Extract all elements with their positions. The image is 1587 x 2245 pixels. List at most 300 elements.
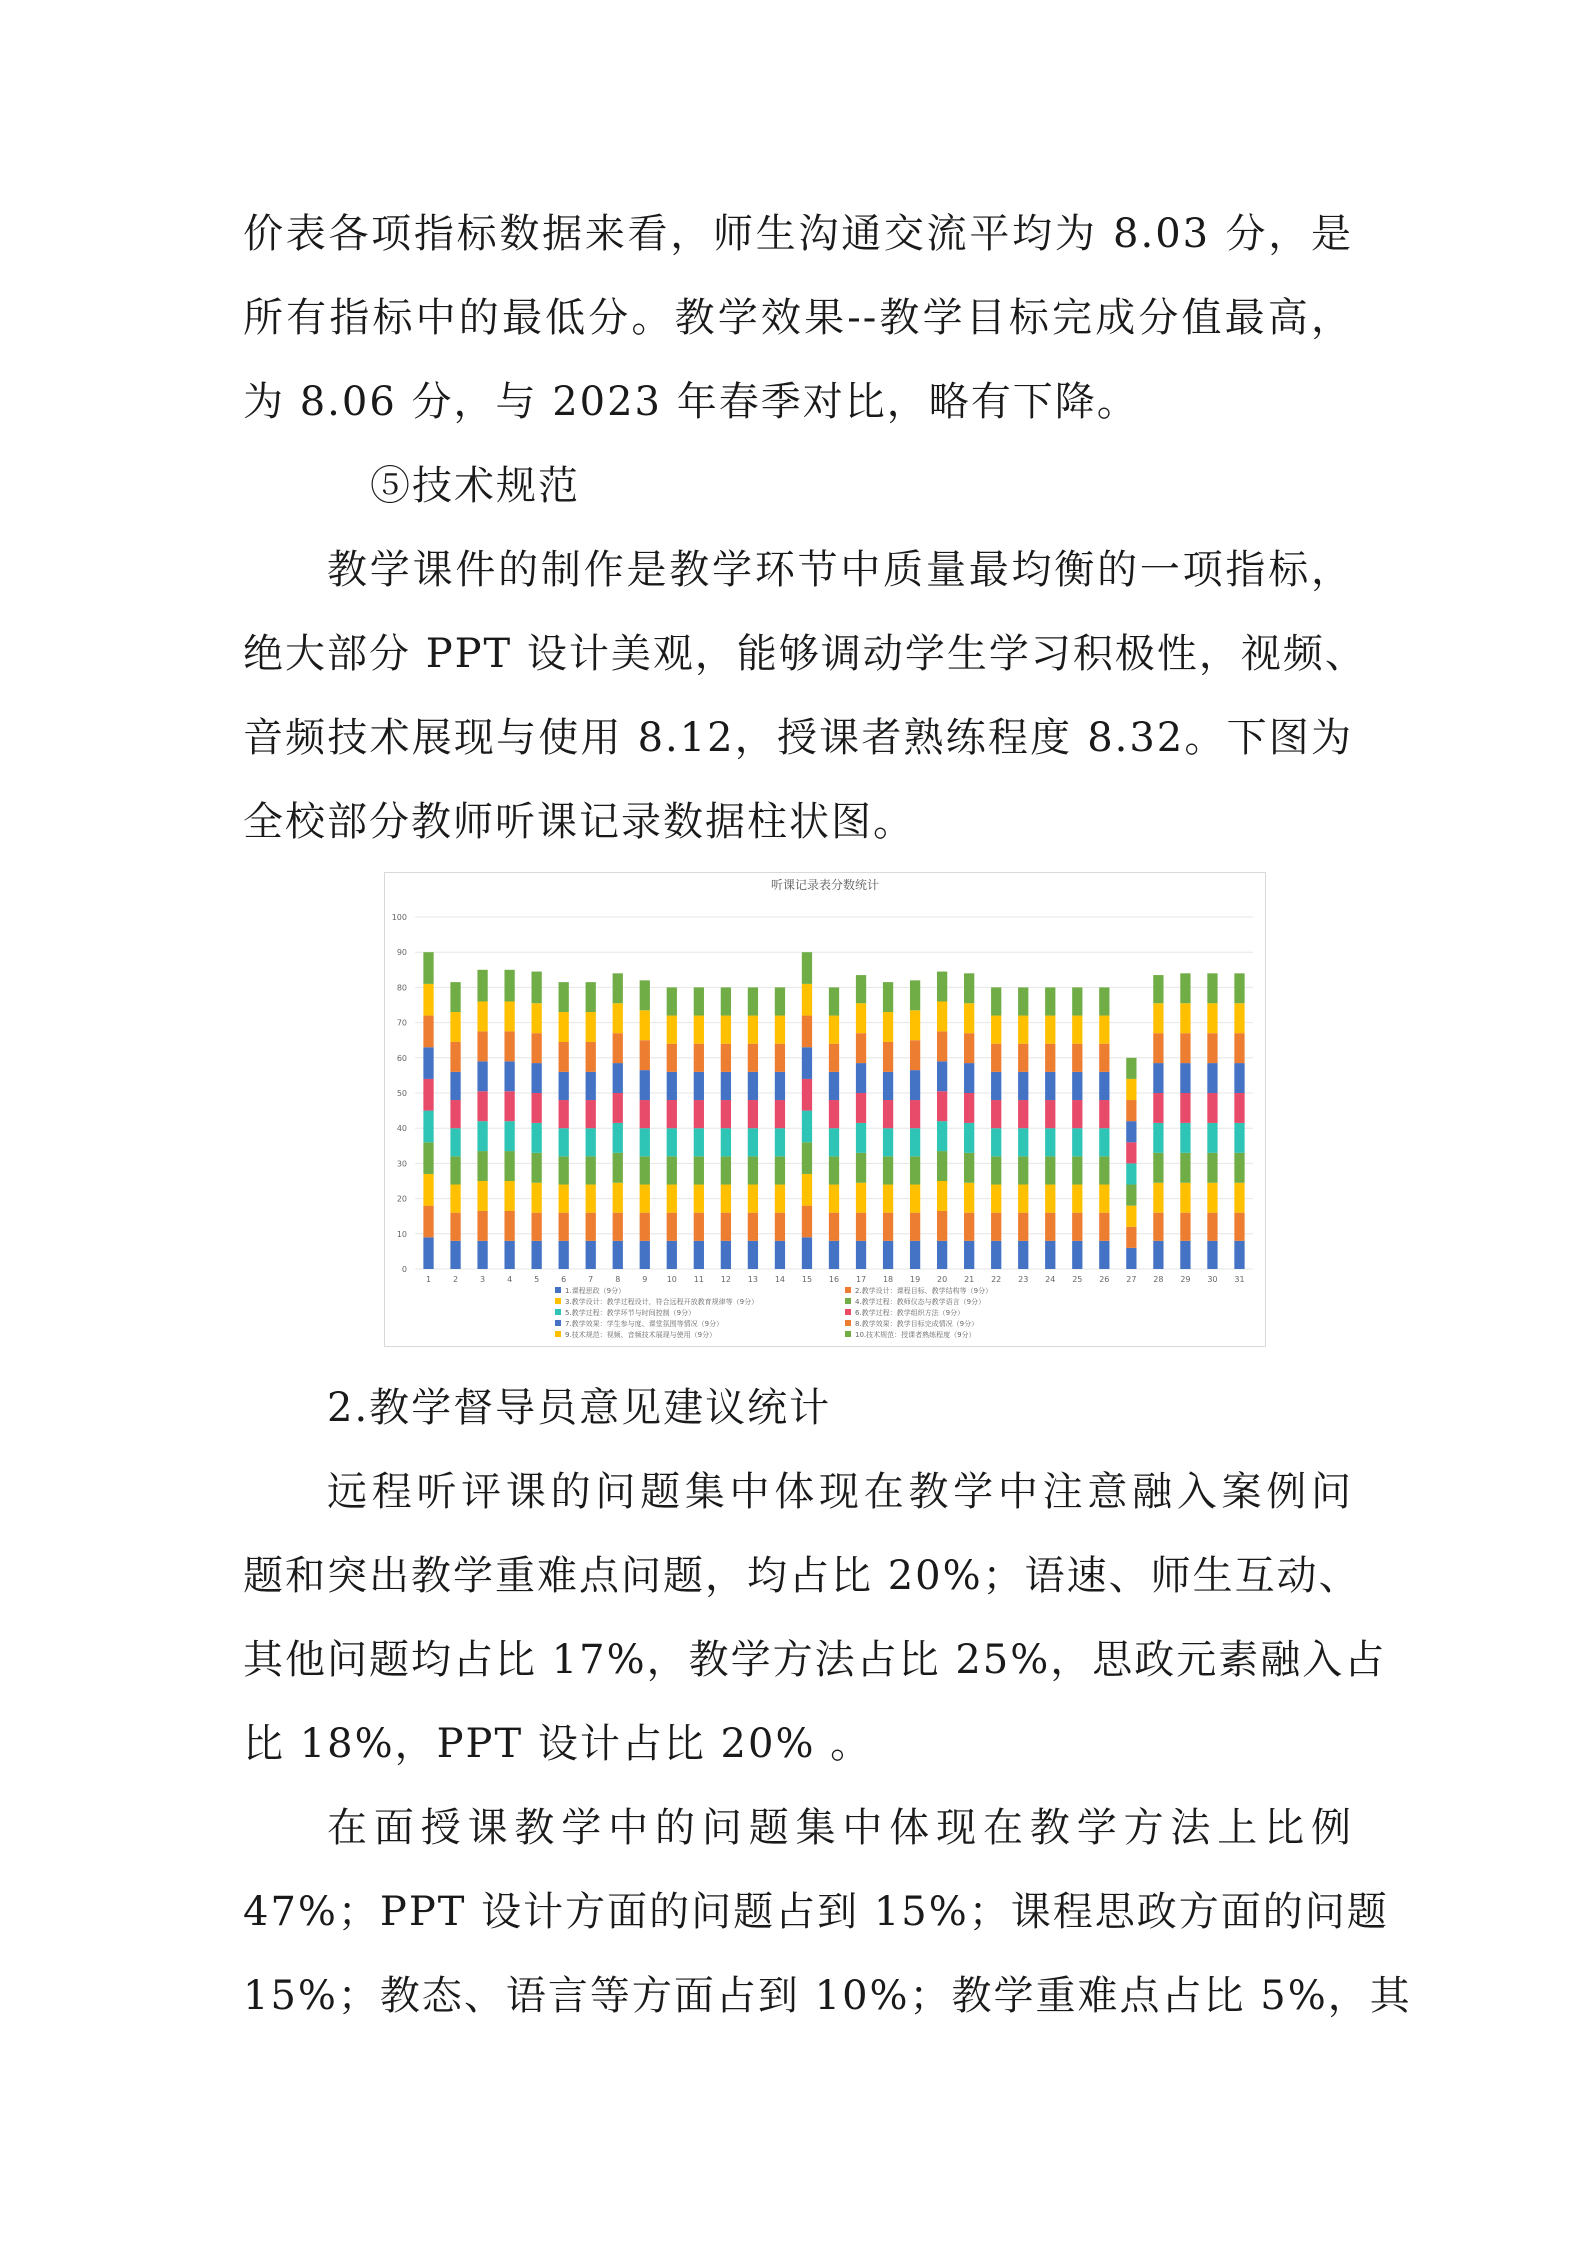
bar-segment: [937, 1121, 947, 1151]
bar-segment: [504, 1001, 514, 1031]
bar-segment: [1180, 1153, 1190, 1183]
bar-segment: [829, 987, 839, 1015]
bar-segment: [477, 1121, 487, 1151]
bar-segment: [504, 1091, 514, 1121]
bar-segment: [1099, 1044, 1109, 1072]
bar-segment: [640, 1100, 650, 1128]
section-heading-2: 2.教学督导员意见建议统计: [327, 1385, 832, 1431]
bar-segment: [856, 1033, 866, 1063]
bar-segment: [1126, 1079, 1136, 1100]
bar-segment: [1018, 1241, 1028, 1269]
bar-segment: [775, 1213, 785, 1241]
bar-segment: [991, 1213, 1001, 1241]
bar-segment: [1099, 1100, 1109, 1128]
bar-segment: [856, 1153, 866, 1183]
bar-segment: [477, 1061, 487, 1091]
bar-segment: [1234, 1213, 1244, 1241]
bar-segment: [1072, 987, 1082, 1015]
bar-segment: [856, 1213, 866, 1241]
bar-segment: [450, 1128, 460, 1156]
bar-segment: [1153, 1183, 1163, 1213]
bar-segment: [802, 1079, 812, 1111]
bar-segment: [477, 1211, 487, 1241]
bar-segment: [1234, 1003, 1244, 1033]
bar-segment: [1234, 1033, 1244, 1063]
bar-segment: [1180, 1033, 1190, 1063]
bar-segment: [1045, 1072, 1055, 1100]
x-tick-label: 3: [480, 1275, 486, 1284]
bar-segment: [721, 987, 731, 1015]
bar-segment: [856, 1093, 866, 1123]
bar-segment: [937, 972, 947, 1002]
bar-segment: [883, 1042, 893, 1072]
bar-segment: [450, 1042, 460, 1072]
bar-segment: [1153, 1241, 1163, 1269]
legend-swatch: [845, 1287, 851, 1293]
y-tick-label: 90: [396, 948, 407, 958]
bar-segment: [477, 1151, 487, 1181]
x-tick-label: 7: [588, 1275, 594, 1284]
bar-segment: [532, 1183, 542, 1213]
text-line: 比 18%，PPT 设计占比 20% 。: [243, 1721, 873, 1767]
bar-segment: [586, 1042, 596, 1072]
bar-segment: [721, 1100, 731, 1128]
bar-segment: [1207, 1123, 1217, 1153]
bar-segment: [640, 980, 650, 1010]
bar-segment: [748, 1044, 758, 1072]
bar-segment: [450, 1072, 460, 1100]
bar-segment: [1018, 1185, 1028, 1213]
bar-segment: [1099, 1185, 1109, 1213]
bar-segment: [829, 1213, 839, 1241]
bar-segment: [1153, 975, 1163, 1003]
x-tick-label: 20: [937, 1275, 948, 1284]
bar-segment: [532, 1063, 542, 1093]
bar-segment: [1180, 1093, 1190, 1123]
bar-segment: [613, 1063, 623, 1093]
bar-segment: [559, 1012, 569, 1042]
legend-swatch: [555, 1287, 561, 1293]
bar-segment: [559, 1213, 569, 1241]
bar-segment: [856, 1003, 866, 1033]
y-tick-label: 20: [396, 1194, 407, 1204]
x-tick-label: 23: [1018, 1275, 1029, 1284]
legend-swatch: [845, 1331, 851, 1337]
bar-segment: [937, 1151, 947, 1181]
bar-segment: [1153, 1003, 1163, 1033]
bar-segment: [504, 1181, 514, 1211]
bar-segment: [991, 1072, 1001, 1100]
bar-segment: [883, 982, 893, 1012]
y-tick-label: 0: [401, 1265, 407, 1274]
legend-swatch: [555, 1298, 561, 1304]
text-line: 教学课件的制作是教学环节中质量最均衡的一项指标，: [327, 547, 1353, 593]
bar-segment: [775, 1016, 785, 1044]
bar-segment: [1045, 1044, 1055, 1072]
bar-segment: [504, 1121, 514, 1151]
y-tick-label: 10: [396, 1229, 407, 1239]
bar-segment: [964, 1033, 974, 1063]
bar-segment: [1153, 1123, 1163, 1153]
bar-segment: [694, 1213, 704, 1241]
bar-segment: [964, 1153, 974, 1183]
bar-segment: [829, 1156, 839, 1184]
bar-segment: [775, 1044, 785, 1072]
bar-segment: [1072, 1016, 1082, 1044]
legend-swatch: [845, 1298, 851, 1304]
x-tick-label: 25: [1072, 1275, 1083, 1284]
stacked-bar-chart: [384, 872, 1266, 1347]
bar-segment: [1126, 1058, 1136, 1079]
x-tick-label: 10: [666, 1275, 677, 1284]
bar-segment: [559, 1100, 569, 1128]
chart-title: 听课记录表分数统计: [770, 878, 880, 892]
bar-segment: [477, 1091, 487, 1121]
bar-segment: [586, 1241, 596, 1269]
bar-segment: [802, 952, 812, 984]
bar-segment: [667, 987, 677, 1015]
bar-segment: [1234, 1241, 1244, 1269]
bar-segment: [694, 1016, 704, 1044]
bar-segment: [829, 1185, 839, 1213]
bar-segment: [829, 1044, 839, 1072]
bar-segment: [559, 1072, 569, 1100]
bar-segment: [937, 1181, 947, 1211]
bar-segment: [883, 1128, 893, 1156]
x-tick-label: 11: [693, 1275, 704, 1284]
bar-segment: [775, 1241, 785, 1269]
bar-segment: [802, 1047, 812, 1079]
bar-segment: [1072, 1100, 1082, 1128]
bar-segment: [559, 1185, 569, 1213]
x-tick-label: 29: [1180, 1275, 1191, 1284]
x-tick-label: 9: [642, 1275, 648, 1284]
bar-segment: [450, 1012, 460, 1042]
bar-segment: [504, 1031, 514, 1061]
bar-segment: [613, 1153, 623, 1183]
bar-segment: [721, 1185, 731, 1213]
bar-segment: [450, 1100, 460, 1128]
bar-segment: [694, 987, 704, 1015]
bar-segment: [1099, 1016, 1109, 1044]
bar-segment: [1018, 1156, 1028, 1184]
x-tick-label: 22: [991, 1275, 1002, 1284]
bar-segment: [910, 1185, 920, 1213]
bar-segment: [802, 984, 812, 1016]
bar-segment: [1045, 1241, 1055, 1269]
legend-label: 6.教学过程：教学组织方法（9分）: [855, 1309, 965, 1317]
bar-segment: [748, 1185, 758, 1213]
bar-segment: [1045, 1128, 1055, 1156]
bar-segment: [856, 975, 866, 1003]
bar-segment: [829, 1072, 839, 1100]
bar-segment: [1099, 1213, 1109, 1241]
bar-segment: [910, 1213, 920, 1241]
x-tick-label: 18: [882, 1275, 894, 1284]
bar-segment: [1045, 1100, 1055, 1128]
bar-segment: [964, 1213, 974, 1241]
text-line: 全校部分教师听课记录数据柱状图。: [243, 799, 915, 845]
bar-segment: [910, 1128, 920, 1156]
bar-segment: [667, 1213, 677, 1241]
bar-segment: [856, 1123, 866, 1153]
bar-segment: [883, 1156, 893, 1184]
bar-segment: [802, 1237, 812, 1269]
bar-segment: [802, 1174, 812, 1206]
bar-segment: [775, 987, 785, 1015]
bar-segment: [1072, 1128, 1082, 1156]
bar-segment: [910, 1070, 920, 1100]
bar-segment: [477, 1031, 487, 1061]
bar-segment: [1072, 1213, 1082, 1241]
bar-segment: [748, 1156, 758, 1184]
bar-segment: [964, 1241, 974, 1269]
bar-segment: [640, 1128, 650, 1156]
bar-segment: [1018, 1072, 1028, 1100]
x-tick-label: 27: [1126, 1275, 1137, 1284]
bar-segment: [1207, 1093, 1217, 1123]
bar-segment: [694, 1072, 704, 1100]
legend-swatch: [845, 1309, 851, 1315]
bar-segment: [883, 1213, 893, 1241]
y-tick-label: 60: [396, 1053, 407, 1063]
bar-segment: [910, 1010, 920, 1040]
bar-segment: [559, 982, 569, 1012]
bar-segment: [748, 1128, 758, 1156]
bar-segment: [937, 1061, 947, 1091]
x-tick-label: 16: [828, 1275, 840, 1284]
bar-segment: [1072, 1185, 1082, 1213]
bar-segment: [1234, 1123, 1244, 1153]
bar-segment: [1126, 1227, 1136, 1248]
bar-segment: [667, 1185, 677, 1213]
bar-segment: [423, 1079, 433, 1111]
bar-segment: [586, 1100, 596, 1128]
bar-segment: [1234, 1093, 1244, 1123]
bar-segment: [423, 1111, 433, 1143]
y-tick-label: 70: [396, 1018, 407, 1028]
bar-segment: [1180, 1213, 1190, 1241]
bar-segment: [532, 972, 542, 1004]
bar-segment: [694, 1156, 704, 1184]
bar-segment: [504, 970, 514, 1002]
bar-segment: [1045, 1185, 1055, 1213]
legend-label: 3.教学设计：教学过程设计，符合远程开放教育规律等（9分）: [565, 1298, 759, 1306]
bar-segment: [937, 1211, 947, 1241]
bar-segment: [964, 1183, 974, 1213]
bar-segment: [991, 1128, 1001, 1156]
bar-segment: [964, 973, 974, 1003]
bar-segment: [1180, 973, 1190, 1003]
bar-segment: [1126, 1100, 1136, 1121]
bar-segment: [667, 1156, 677, 1184]
bar-segment: [721, 1213, 731, 1241]
bar-segment: [1018, 1044, 1028, 1072]
bar-segment: [991, 1044, 1001, 1072]
x-tick-label: 1: [425, 1275, 432, 1284]
bar-segment: [1126, 1121, 1136, 1142]
bar-segment: [640, 1241, 650, 1269]
bar-segment: [748, 1241, 758, 1269]
bar-segment: [532, 1241, 542, 1269]
bar-segment: [1180, 1123, 1190, 1153]
bar-segment: [586, 1213, 596, 1241]
bar-segment: [450, 982, 460, 1012]
bar-segment: [883, 1072, 893, 1100]
bar-segment: [640, 1070, 650, 1100]
bar-segment: [1072, 1072, 1082, 1100]
bar-segment: [802, 1206, 812, 1238]
bar-segment: [640, 1213, 650, 1241]
bar-segment: [1126, 1142, 1136, 1163]
bar-segment: [667, 1100, 677, 1128]
bar-segment: [1126, 1185, 1136, 1206]
y-tick-label: 50: [396, 1089, 407, 1098]
bar-segment: [694, 1044, 704, 1072]
legend-label: 1.课程思政（9分）: [565, 1287, 626, 1295]
bar-segment: [748, 987, 758, 1015]
bar-segment: [1126, 1163, 1136, 1184]
bar-segment: [1018, 1016, 1028, 1044]
y-tick-label: 40: [396, 1124, 407, 1134]
bar-segment: [586, 1185, 596, 1213]
bar-segment: [477, 970, 487, 1002]
legend-label: 2.教学设计：课程目标、教学结构等（9分）: [855, 1287, 993, 1295]
bar-segment: [1126, 1206, 1136, 1227]
bar-segment: [1207, 1153, 1217, 1183]
bar-segment: [694, 1185, 704, 1213]
bar-segment: [559, 1042, 569, 1072]
bar-segment: [1153, 1213, 1163, 1241]
bar-segment: [856, 1183, 866, 1213]
bar-segment: [937, 1001, 947, 1031]
bar-segment: [721, 1044, 731, 1072]
bar-segment: [937, 1241, 947, 1269]
bar-segment: [775, 1100, 785, 1128]
text-line: 15%；教态、语言等方面占到 10%；教学重难点占比 5%，其: [243, 1973, 1412, 2019]
bar-segment: [802, 1016, 812, 1048]
text-line: 为 8.06 分，与 2023 年春季对比，略有下降。: [243, 379, 1139, 425]
bar-segment: [829, 1100, 839, 1128]
bar-segment: [1045, 987, 1055, 1015]
bar-segment: [613, 1033, 623, 1063]
bar-segment: [640, 1185, 650, 1213]
bar-segment: [775, 1156, 785, 1184]
bar-segment: [1153, 1063, 1163, 1093]
bar-segment: [423, 984, 433, 1016]
bar-segment: [586, 1128, 596, 1156]
bar-segment: [1099, 1072, 1109, 1100]
legend-label: 4.教学过程：教师仪态与教学语言（9分）: [855, 1298, 986, 1306]
bar-segment: [613, 1093, 623, 1123]
text-line: 47%；PPT 设计方面的问题占到 15%；课程思政方面的问题: [243, 1889, 1389, 1935]
bar-segment: [1045, 1016, 1055, 1044]
bar-segment: [721, 1156, 731, 1184]
bar-segment: [748, 1016, 758, 1044]
bar-segment: [423, 952, 433, 984]
bar-segment: [423, 1206, 433, 1238]
bar-segment: [802, 1111, 812, 1143]
text-line: 价表各项指标数据来看，师生沟通交流平均为 8.03 分，是: [243, 211, 1353, 257]
bar-segment: [991, 1016, 1001, 1044]
bar-segment: [694, 1128, 704, 1156]
x-tick-label: 13: [747, 1275, 758, 1284]
x-tick-label: 5: [534, 1275, 540, 1284]
x-tick-label: 2: [453, 1275, 459, 1284]
bar-segment: [748, 1213, 758, 1241]
bar-segment: [1045, 1213, 1055, 1241]
y-tick-label: 80: [396, 983, 407, 993]
bar-segment: [1099, 1241, 1109, 1269]
text-line: 所有指标中的最低分。教学效果--教学目标完成分值最高，: [243, 295, 1353, 341]
bar-segment: [423, 1047, 433, 1079]
bar-segment: [1234, 973, 1244, 1003]
bar-segment: [586, 1072, 596, 1100]
bar-segment: [640, 1156, 650, 1184]
bar-segment: [450, 1213, 460, 1241]
legend-swatch: [555, 1320, 561, 1326]
bar-segment: [1207, 1033, 1217, 1063]
bar-segment: [1207, 1213, 1217, 1241]
bar-segment: [559, 1128, 569, 1156]
section-heading-tech: ⑤技术规范: [370, 463, 580, 509]
bar-segment: [937, 1031, 947, 1061]
y-tick-label: 100: [391, 913, 407, 922]
bar-segment: [613, 1123, 623, 1153]
bar-segment: [1018, 987, 1028, 1015]
bar-segment: [802, 1142, 812, 1174]
bar-segment: [667, 1072, 677, 1100]
bar-segment: [613, 1183, 623, 1213]
bar-segment: [1207, 1183, 1217, 1213]
bar-segment: [991, 1241, 1001, 1269]
legend-label: 9.技术规范：视频、音频技术展现与使用（9分）: [565, 1331, 717, 1339]
bar-segment: [559, 1241, 569, 1269]
bar-segment: [477, 1001, 487, 1031]
legend-swatch: [555, 1309, 561, 1315]
x-tick-label: 30: [1207, 1275, 1218, 1284]
bar-segment: [883, 1100, 893, 1128]
text-line: 绝大部分 PPT 设计美观，能够调动学生学习积极性，视频、: [243, 631, 1367, 677]
legend-swatch: [555, 1331, 561, 1337]
chart-canvas: [385, 873, 1265, 1346]
x-tick-label: 31: [1234, 1275, 1245, 1284]
bar-segment: [613, 973, 623, 1003]
bar-segment: [829, 1241, 839, 1269]
bar-segment: [504, 1241, 514, 1269]
bar-segment: [1018, 1213, 1028, 1241]
bar-segment: [694, 1241, 704, 1269]
bar-segment: [964, 1003, 974, 1033]
bar-segment: [532, 1093, 542, 1123]
bar-segment: [883, 1012, 893, 1042]
bar-segment: [477, 1241, 487, 1269]
bar-segment: [1072, 1241, 1082, 1269]
bar-segment: [964, 1063, 974, 1093]
bar-segment: [1072, 1044, 1082, 1072]
bar-segment: [613, 1003, 623, 1033]
bar-segment: [991, 1100, 1001, 1128]
bar-segment: [667, 1241, 677, 1269]
bar-segment: [667, 1128, 677, 1156]
bar-segment: [910, 1156, 920, 1184]
legend-label: 10.技术规范：授课者熟练程度（9分）: [855, 1331, 976, 1339]
text-line: 题和突出教学重难点问题，均占比 20%；语速、师生互动、: [243, 1553, 1361, 1599]
bar-segment: [504, 1061, 514, 1091]
bar-segment: [1099, 987, 1109, 1015]
bar-segment: [450, 1156, 460, 1184]
bar-segment: [1153, 1093, 1163, 1123]
